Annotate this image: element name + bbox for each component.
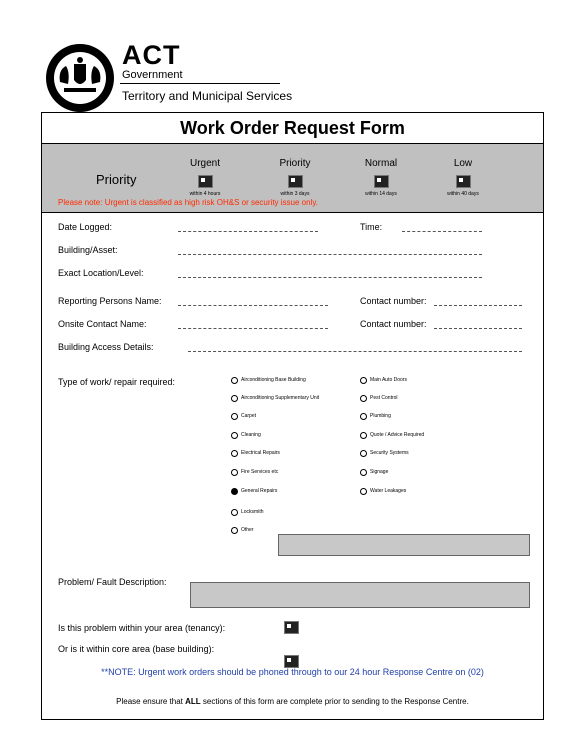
option-label: Electrical Repairs <box>241 450 280 456</box>
other-specify-input[interactable] <box>278 534 530 556</box>
option-label: Pest Control <box>370 395 398 401</box>
option-label: Plumbing <box>370 413 391 419</box>
radio-button[interactable] <box>360 469 367 476</box>
contact-number-label: Contact number: <box>360 296 427 306</box>
radio-button[interactable] <box>231 469 238 476</box>
option-label: Carpet <box>241 413 257 419</box>
tenancy-question: Is this problem within your area (tenancy): <box>58 623 226 633</box>
work-type-option[interactable] <box>231 450 280 457</box>
exact-location-label: Exact Location/Level: <box>58 268 144 278</box>
contact-number-2-field[interactable] <box>434 328 522 329</box>
radio-button-selected[interactable] <box>231 488 238 495</box>
time-label: Time: <box>360 222 383 232</box>
priority-name: Low <box>453 158 473 169</box>
urgent-phone-note: **NOTE: Urgent work orders should be phoned through to our 24 hour Response Centre on (02) <box>101 667 484 677</box>
reporting-person-label: Reporting Persons Name: <box>58 296 162 306</box>
radio-button[interactable] <box>231 450 238 457</box>
date-logged-field[interactable] <box>178 231 318 232</box>
work-type-option[interactable] <box>360 413 391 420</box>
work-type-option[interactable] <box>360 450 409 457</box>
footer-emphasis: ALL <box>185 697 201 706</box>
option-label: Quote / Advice Required <box>370 432 425 438</box>
priority-name: Urgent <box>189 158 220 169</box>
option-label: Signage <box>370 469 389 475</box>
work-type-option[interactable] <box>360 432 424 439</box>
option-label: Security Systems <box>370 450 409 456</box>
priority-band-divider <box>41 212 544 213</box>
work-type-option[interactable] <box>231 377 306 384</box>
radio-button[interactable] <box>231 413 238 420</box>
radio-button[interactable] <box>360 395 367 402</box>
radio-button[interactable] <box>231 527 238 534</box>
work-type-option-selected[interactable] <box>231 488 277 495</box>
building-asset-label: Building/Asset: <box>58 245 118 255</box>
radio-button[interactable] <box>231 377 238 384</box>
radio-button[interactable] <box>231 509 238 516</box>
radio-button[interactable] <box>360 450 367 457</box>
contact-number-field[interactable] <box>434 305 522 306</box>
footer-post: sections of this form are complete prior to sending to the Response Centre. <box>200 697 469 706</box>
contact-number-2-label: Contact number: <box>360 319 427 329</box>
radio-button[interactable] <box>360 377 367 384</box>
work-type-option[interactable] <box>360 469 388 476</box>
time-field[interactable] <box>402 231 482 232</box>
priority-timeframe: within 4 hours <box>189 191 221 197</box>
work-type-option[interactable] <box>231 395 319 402</box>
onsite-contact-field[interactable] <box>178 328 328 329</box>
problem-description-input[interactable] <box>190 582 530 608</box>
option-label: Other <box>241 527 254 533</box>
priority-timeframe: within 14 days <box>365 191 397 197</box>
radio-button[interactable] <box>231 395 238 402</box>
department-name: Territory and Municipal Services <box>122 89 293 103</box>
org-name: ACT <box>122 40 181 70</box>
work-type-option[interactable] <box>231 432 261 439</box>
date-logged-label: Date Logged: <box>58 222 113 232</box>
option-label: General Repairs <box>241 488 278 494</box>
work-type-label: Type of work/ repair required: <box>58 377 176 387</box>
radio-button[interactable] <box>360 413 367 420</box>
org-sub: Government <box>122 69 183 81</box>
option-label: Cleaning <box>241 432 261 438</box>
tenancy-checkbox[interactable] <box>284 621 299 634</box>
priority-name: Normal <box>364 158 398 169</box>
form-title: Work Order Request Form <box>180 118 405 138</box>
priority-low-checkbox[interactable] <box>456 175 471 188</box>
option-label: Water Leakages <box>370 488 407 494</box>
work-type-option[interactable] <box>231 527 254 534</box>
work-type-option[interactable] <box>231 413 256 420</box>
work-type-option[interactable] <box>360 377 407 384</box>
option-label: Airconditioning Supplementary Unit <box>241 395 320 401</box>
header-divider <box>120 83 280 84</box>
work-type-option[interactable] <box>231 509 264 516</box>
radio-button[interactable] <box>360 488 367 495</box>
option-label: Airconditioning Base Building <box>241 377 306 383</box>
building-asset-field[interactable] <box>178 254 482 255</box>
building-access-field[interactable] <box>188 351 522 352</box>
problem-description-label: Problem/ Fault Description: <box>58 577 167 587</box>
exact-location-field[interactable] <box>178 277 482 278</box>
work-type-option[interactable] <box>360 488 406 495</box>
building-access-label: Building Access Details: <box>58 342 154 352</box>
act-government-logo <box>44 42 116 114</box>
priority-normal-checkbox[interactable] <box>374 175 389 188</box>
priority-urgent-checkbox[interactable] <box>198 175 213 188</box>
footer-pre: Please ensure that <box>116 697 186 706</box>
option-label: Fire Services etc <box>241 469 279 475</box>
option-label: Main Auto Doors <box>370 377 407 383</box>
priority-option-urgent[interactable] <box>160 158 250 198</box>
radio-button[interactable] <box>231 432 238 439</box>
option-label: Locksmith <box>241 509 264 515</box>
work-type-option[interactable] <box>231 469 278 476</box>
work-type-option[interactable] <box>360 395 398 402</box>
radio-button[interactable] <box>360 432 367 439</box>
priority-option-low[interactable] <box>418 158 508 198</box>
priority-timeframe: within 40 days <box>447 191 479 197</box>
priority-priority-checkbox[interactable] <box>288 175 303 188</box>
base-building-question: Or is it within core area (base building): <box>58 644 215 654</box>
onsite-contact-label: Onsite Contact Name: <box>58 319 147 329</box>
reporting-person-field[interactable] <box>178 305 328 306</box>
footer-note <box>42 697 543 707</box>
priority-option-normal[interactable] <box>336 158 426 198</box>
priority-note: Please note: Urgent is classified as high risk OH&S or security issue only. <box>58 198 318 207</box>
priority-timeframe: within 3 days <box>280 191 310 197</box>
priority-label: Priority <box>96 172 137 187</box>
priority-option-priority[interactable] <box>250 158 340 198</box>
priority-name: Priority <box>279 158 311 169</box>
